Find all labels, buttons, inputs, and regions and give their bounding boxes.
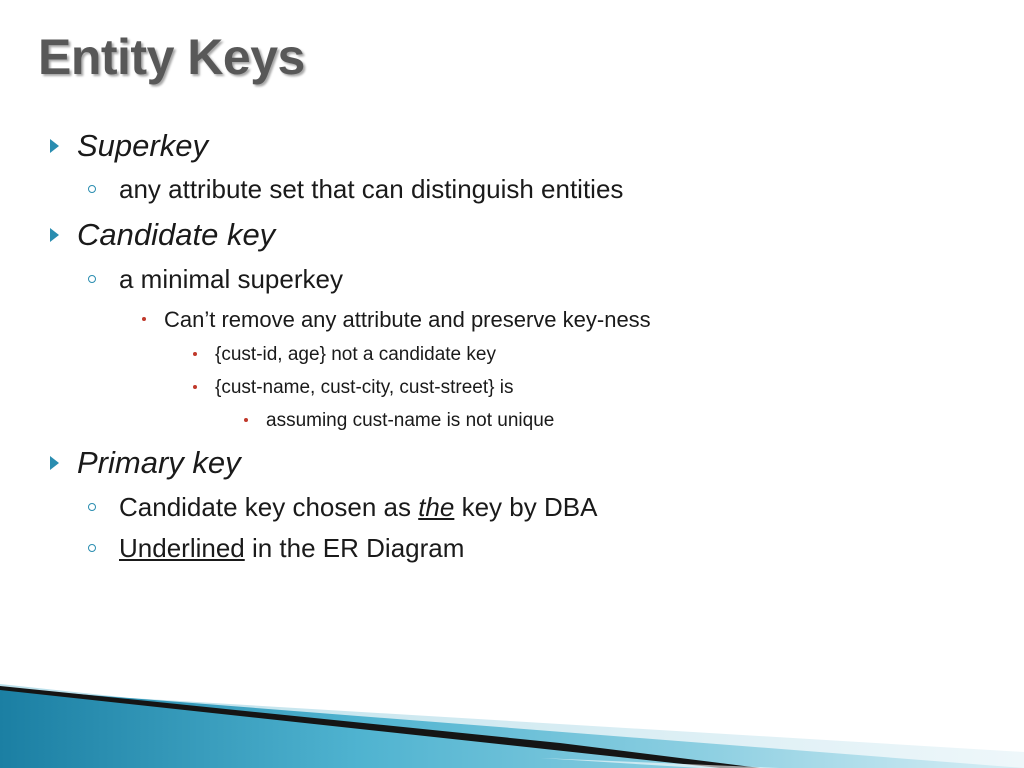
triangle-bullet-icon: [50, 228, 59, 242]
bullet-text: any attribute set that can distinguish entities: [119, 174, 624, 204]
text-segment: key by DBA: [454, 492, 598, 522]
bullet-text: [119, 531, 464, 565]
text-segment: in the ER Diagram: [244, 533, 465, 563]
bullet-text: Can’t remove any attribute and preserve key-ness: [164, 307, 651, 332]
dot-bullet-icon: [142, 317, 146, 321]
bullet-text: Candidate key: [77, 217, 276, 252]
dot-bullet-icon: [193, 352, 197, 356]
circle-bullet-icon: [88, 544, 96, 552]
slide-title: Entity Keys: [38, 29, 305, 85]
bullet-text: [119, 490, 597, 524]
bullet-text: Primary key: [77, 445, 241, 480]
circle-bullet-icon: [88, 503, 96, 511]
bullet-text: a minimal superkey: [119, 264, 343, 294]
bullet-text: {cust-name, cust-city, cust-street} is: [215, 377, 514, 398]
bullet-text: Superkey: [77, 128, 208, 163]
circle-bullet-icon: [88, 185, 96, 193]
triangle-bullet-icon: [50, 139, 59, 153]
decorative-swoosh: [0, 640, 1024, 768]
bullet-text: assuming cust-name is not unique: [266, 410, 555, 431]
triangle-bullet-icon: [50, 456, 59, 470]
dot-bullet-icon: [244, 418, 248, 422]
circle-bullet-icon: [88, 275, 96, 283]
emphasis-the: the: [418, 492, 455, 522]
bullet-text: {cust-id, age} not a candidate key: [215, 344, 496, 365]
emphasis-underlined: Underlined: [119, 533, 245, 563]
text-segment: Candidate key chosen as: [119, 492, 419, 522]
dot-bullet-icon: [193, 385, 197, 389]
